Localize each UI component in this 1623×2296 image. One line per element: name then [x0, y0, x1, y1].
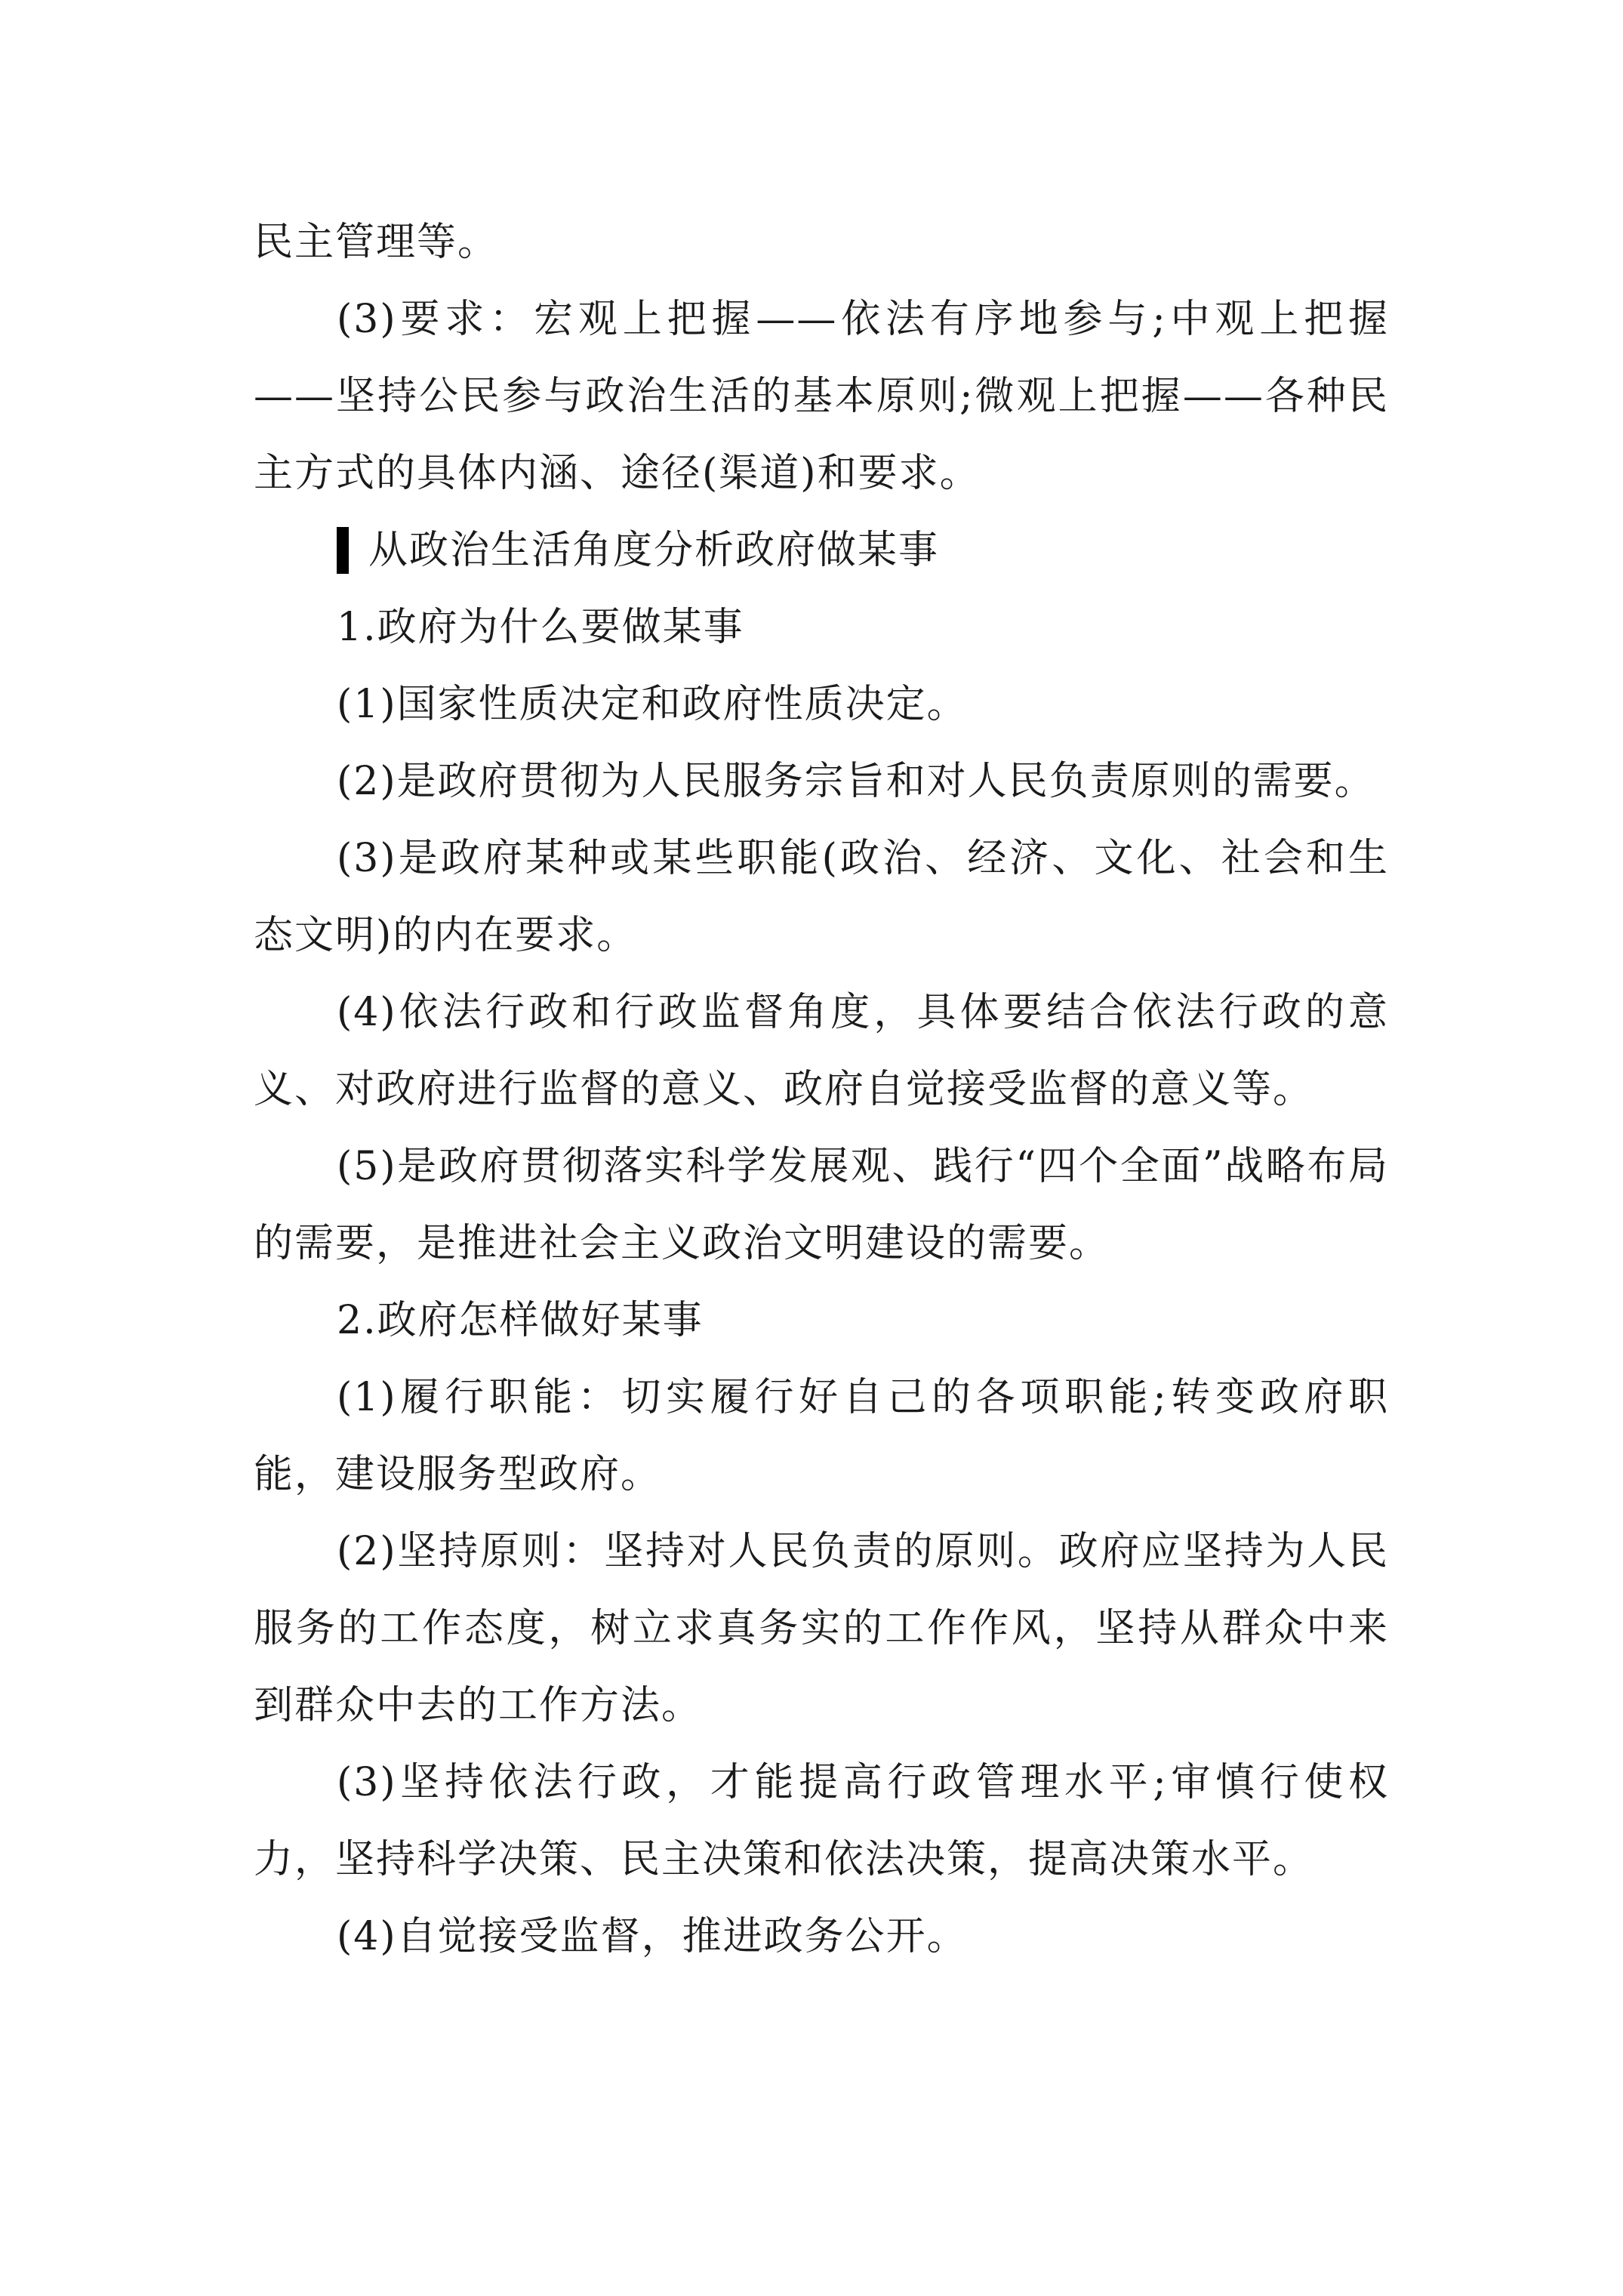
- document-body: [254, 204, 1389, 1975]
- section-heading: [254, 512, 1389, 589]
- paragraph: (1)国家性质决定和政府性质决定。: [337, 682, 968, 727]
- subheading: 1.政府为什么要做某事: [337, 605, 744, 650]
- subheading: 2.政府怎样做好某事: [337, 1298, 704, 1343]
- paragraph: (4)依法行政和行政监督角度，具体要结合依法行政的意义、对政府进行监督的意义、政府自觉接受监督的意义等。: [254, 990, 1389, 1112]
- paragraph: 民主管理等。: [254, 220, 499, 265]
- paragraph: (5)是政府贯彻落实科学发展观、践行“四个全面”战略布局的需要，是推进社会主义政治文明建设的需要。: [254, 1144, 1389, 1266]
- paragraph: (1)履行职能：切实履行好自己的各项职能;转变政府职能，建设服务型政府。: [254, 1375, 1389, 1497]
- paragraph: (4)自觉接受监督，推进政务公开。: [337, 1914, 968, 1959]
- section-heading-text: 从政治生活角度分析政府做某事: [368, 528, 940, 573]
- heading-bar-icon: [337, 527, 349, 574]
- paragraph: (3)坚持依法行政，才能提高行政管理水平;审慎行使权力，坚持科学决策、民主决策和依法决策，提高决策水平。: [254, 1760, 1389, 1882]
- paragraph: (3)要求：宏观上把握——依法有序地参与;中观上把握——坚持公民参与政治生活的基本原则;微观上把握——各种民主方式的具体内涵、途径(渠道)和要求。: [254, 297, 1389, 496]
- paragraph: (2)坚持原则：坚持对人民负责的原则。政府应坚持为人民服务的工作态度，树立求真务实的工作作风，坚持从群众中来到群众中去的工作方法。: [254, 1529, 1389, 1728]
- paragraph: (3)是政府某种或某些职能(政治、经济、文化、社会和生态文明)的内在要求。: [254, 836, 1389, 958]
- paragraph: (2)是政府贯彻为人民服务宗旨和对人民负责原则的需要。: [337, 759, 1375, 804]
